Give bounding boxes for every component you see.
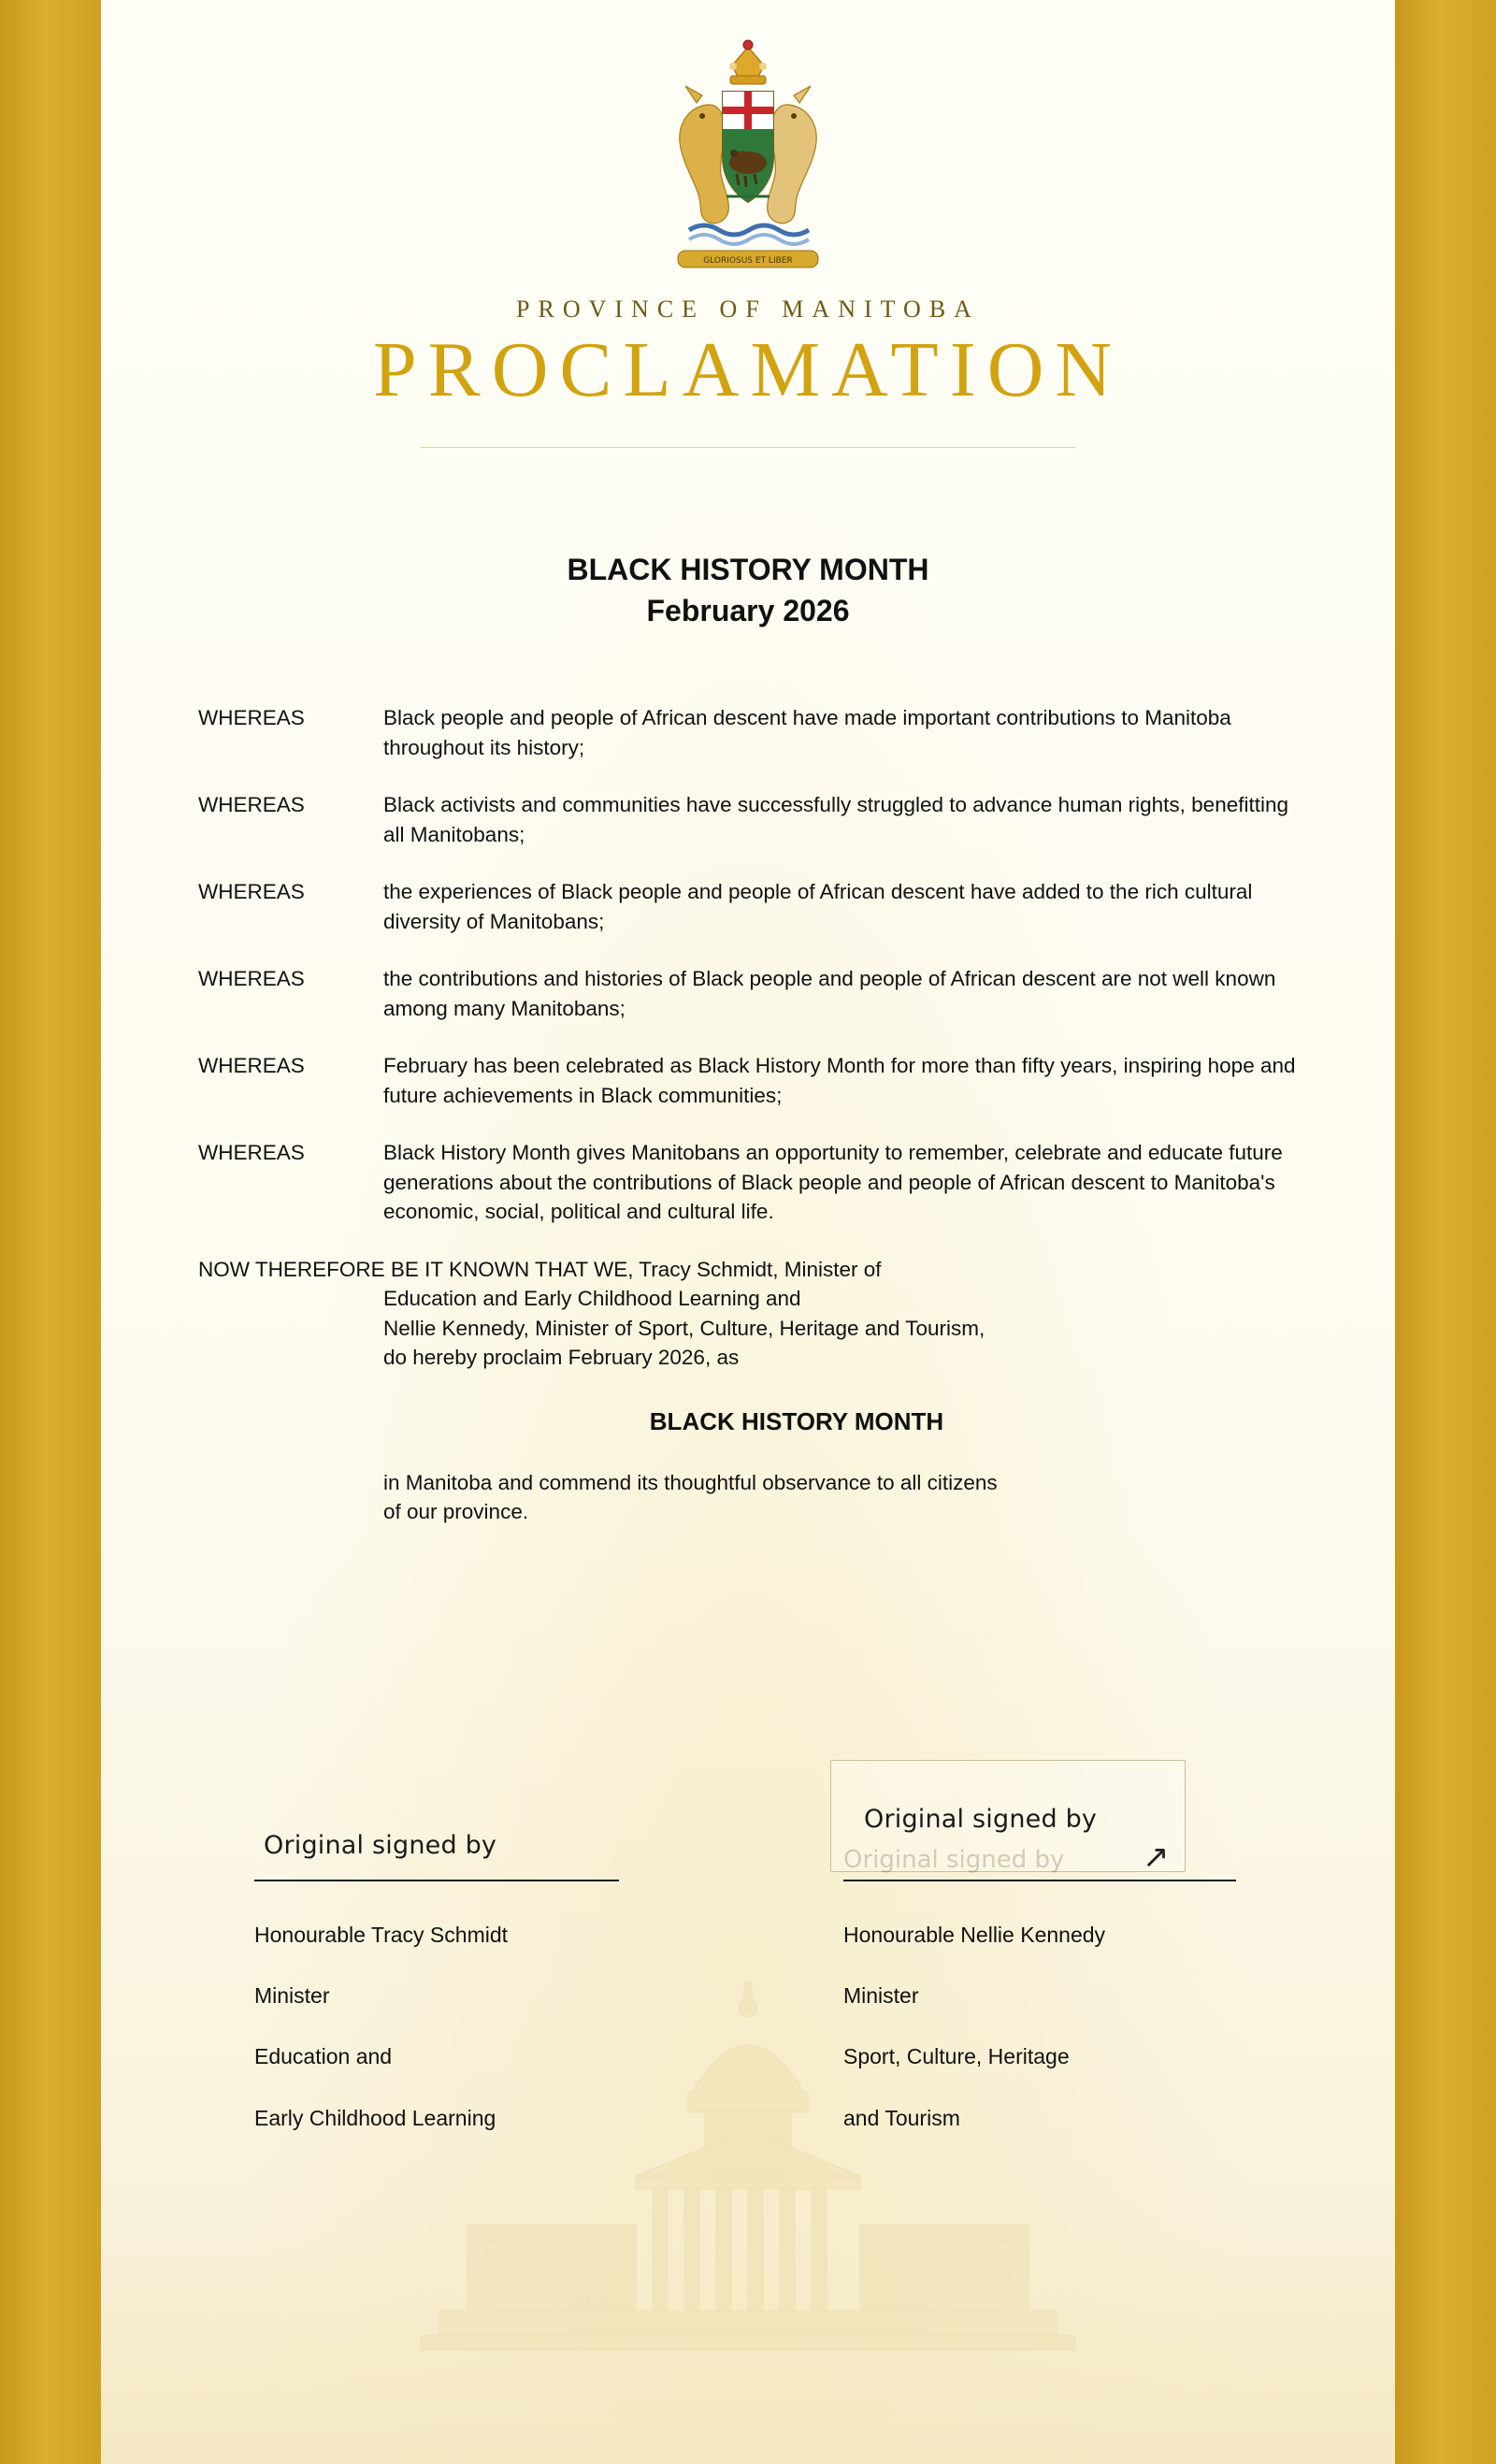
document-type-heading: PROCLAMATION [372, 326, 1124, 413]
signature-area [198, 1749, 1311, 2130]
signatory-details [843, 1889, 1105, 2164]
whereas-text: the experiences of Black people and people of African descent have added to the rich cultural diversity of Manitobans; [383, 880, 1253, 933]
gold-border-left [0, 0, 101, 2464]
whereas-clause [198, 790, 1311, 849]
whereas-keyword: WHEREAS [198, 793, 305, 816]
signature-block-right [843, 1749, 1292, 2130]
signatory-department-line-2: Early Childhood Learning [254, 2105, 496, 2130]
paper-gradient-bottom [101, 2240, 1395, 2464]
signature-flourish-icon: ↗ [1143, 1839, 1170, 1875]
whereas-keyword: WHEREAS [198, 1141, 305, 1164]
closing-statement [383, 1468, 1311, 1527]
signature-mark: Original signed by [864, 1805, 1098, 1834]
svg-text:GLORIOSUS ET LIBER: GLORIOSUS ET LIBER [703, 256, 793, 266]
signatory-name: Honourable Tracy Schmidt [254, 1922, 509, 1947]
signatory-department-line-2: and Tourism [843, 2105, 960, 2130]
signatory-role: Minister [254, 1982, 330, 2008]
signature-ghost-text: Original signed by [843, 1846, 1065, 1874]
page-title [101, 550, 1395, 631]
enacting-line-4: do hereby proclaim February 2026, as [383, 1346, 740, 1369]
enacting-line-2: Education and Early Childhood Learning and [383, 1287, 801, 1310]
signatory-department-line-1: Education and [254, 2044, 393, 2069]
whereas-text: Black History Month gives Manitobans an opportunity to remember, celebrate and educate future generations about the contributions of Black people and people of African descent to Manitoba's economic, social, political and cultural life. [383, 1141, 1283, 1223]
whereas-clause [198, 877, 1311, 936]
signature-line [254, 1880, 619, 1881]
enacting-line-1: NOW THEREFORE BE IT KNOWN THAT WE, Tracy Schmidt, Minister of [198, 1257, 882, 1281]
signatory-department-line-1: Sport, Culture, Heritage [843, 2044, 1070, 2069]
closing-line-1: in Manitoba and commend its thoughtful observance to all citizens [383, 1470, 998, 1494]
enacting-clause [198, 1255, 1311, 1373]
whereas-clause [198, 1051, 1311, 1110]
whereas-keyword: WHEREAS [198, 706, 305, 729]
gold-border-right [1395, 0, 1496, 2464]
whereas-text: the contributions and histories of Black people and people of African descent are not well known among many Manitobans; [383, 967, 1276, 1020]
whereas-keyword: WHEREAS [198, 1054, 305, 1077]
signature-mark: Original signed by [264, 1831, 497, 1860]
proclamation-body [198, 703, 1311, 1527]
signatory-role: Minister [843, 1982, 919, 2008]
whereas-clause [198, 1138, 1311, 1227]
title-line-2: February 2026 [646, 593, 850, 627]
whereas-keyword: WHEREAS [198, 967, 305, 990]
coat-of-arms-icon [640, 37, 856, 276]
proclaimed-observance-name: BLACK HISTORY MONTH [649, 1406, 944, 1435]
province-line: PROVINCE OF MANITOBA [516, 295, 980, 323]
header-divider [421, 447, 1075, 448]
whereas-text: February has been celebrated as Black History Month for more than fifty years, inspiring hope and future achievements in Black communities; [383, 1054, 1296, 1107]
document-paper [101, 0, 1395, 2464]
whereas-clause [198, 964, 1311, 1023]
whereas-text: Black activists and communities have successfully struggled to advance human rights, benefitting all Manitobans; [383, 793, 1288, 846]
whereas-keyword: WHEREAS [198, 880, 305, 903]
whereas-text: Black people and people of African descent have made important contributions to Manitoba throughout its history; [383, 706, 1231, 759]
whereas-clause [198, 703, 1311, 762]
signatory-details [254, 1889, 508, 2164]
closing-line-2: of our province. [383, 1500, 529, 1524]
signature-line [843, 1880, 1236, 1881]
signatory-name: Honourable Nellie Kennedy [843, 1922, 1106, 1947]
title-line-1: BLACK HISTORY MONTH [567, 553, 929, 586]
enacting-line-3: Nellie Kennedy, Minister of Sport, Culture, Heritage and Tourism, [383, 1316, 985, 1340]
signature-block-left [254, 1749, 703, 2130]
